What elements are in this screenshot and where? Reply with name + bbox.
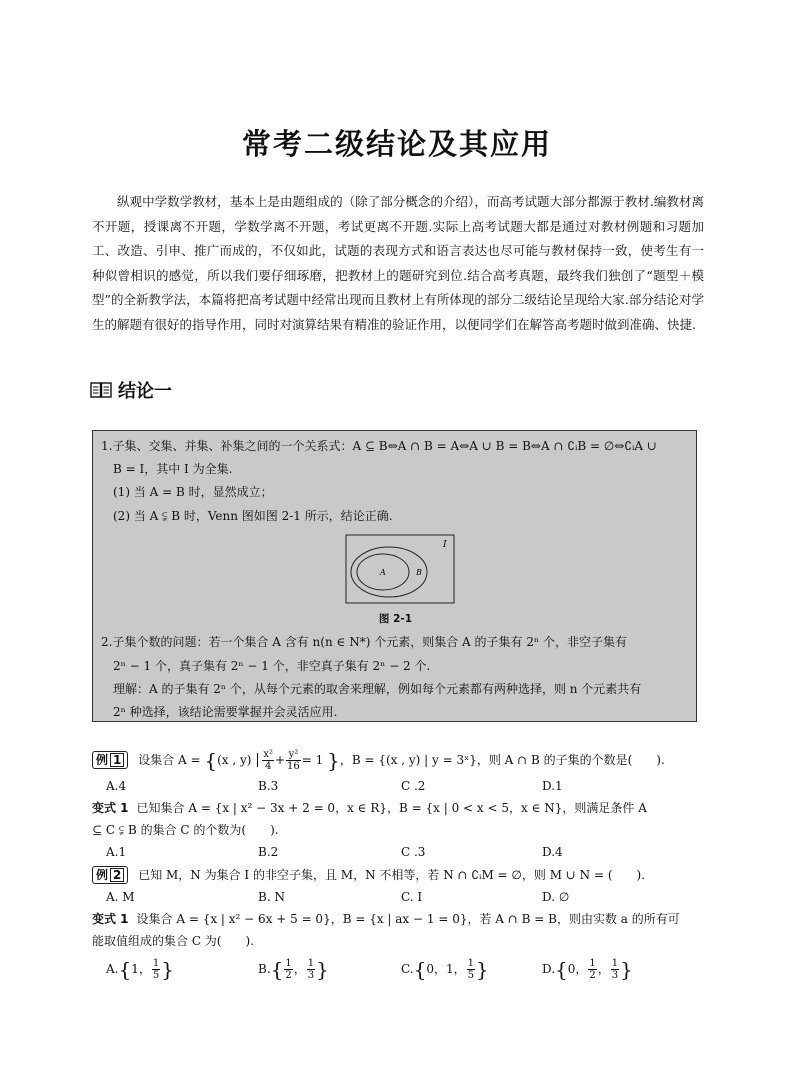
variant-1: 变式 1 已知集合 A = {x | x² − 3x + 2 = 0，x ∈ R}，B = {x | 0 < x < 5，x ∈ N}，则满足条件 A ⊆ C ⫋ B 的集合 C 的个数为( ). A.1 B.2 C .3 D.4	[92, 797, 704, 863]
conclusion-line: 理解：A 的子集有 2ⁿ 个，从每个元素的取舍来理解，例如每个元素都有两种选择，则 n 个元素共有	[113, 682, 642, 696]
variant-label: 变式 1	[92, 912, 129, 926]
option-b[interactable]: B.2	[258, 845, 279, 859]
option-b[interactable]: B. N	[258, 890, 285, 904]
variant-question: 变式 1 设集合 A = {x | x² − 6x + 5 = 0}，B = {x | ax − 1 = 0}，若 A ∩ B = B，则由实数 a 的所有可	[92, 912, 680, 926]
conclusion-line: 2.子集个数的问题：若一个集合 A 含有 n(n ∈ N*) 个元素，则集合 A 的子集有 2ⁿ 个，非空子集有	[101, 635, 627, 649]
conclusion-line: 1.子集、交集、并集、补集之间的一个关系式：A ⊆ B⇔A ∩ B = A⇔A ∪ B = B⇔A ∩ ∁ᵢB = ∅⇔∁ᵢA ∪	[101, 439, 657, 453]
example-1	[92, 745, 704, 797]
variant-2: 变式 1 设集合 A = {x | x² − 6x + 5 = 0}，B = {x | ax − 1 = 0}，若 A ∩ B = B，则由实数 a 的所有可 能取值组成的集合 C 为( ). A.{1， $\frac{1}{5}$ } B.{ $\frac{1}{2}$ ， $\frac{1}{3}$ } C.{0，1， $\frac{1}{5}$ } D.{0， $\frac{1}{2}$ ， $\frac{1}{3}$ }	[92, 908, 704, 992]
option-c[interactable]: C .2	[401, 779, 426, 793]
venn-universal-set	[346, 535, 454, 603]
variant-label: 变式 1	[92, 801, 129, 815]
option-d[interactable]: D.{0， $\frac{1}{2}$ ， $\frac{1}{3}$ }	[542, 957, 633, 982]
option-b[interactable]: B.3	[258, 779, 279, 793]
conclusion-line: (2) 当 A ⫋ B 时，Venn 图如图 2-1 所示，结论正确.	[113, 509, 393, 523]
conclusion-line: B = I，其中 I 为全集.	[113, 462, 233, 476]
section-heading	[90, 377, 172, 403]
figure-caption: 图 2-1	[378, 613, 413, 625]
example-2	[92, 864, 704, 908]
venn-label-i: I	[443, 540, 447, 550]
option-c[interactable]: C .3	[401, 845, 426, 859]
option-a[interactable]: A.1	[106, 845, 127, 859]
conclusion-line: (1) 当 A = B 时，显然成立；	[113, 485, 273, 499]
variant-question: 变式 1 已知集合 A = {x | x² − 3x + 2 = 0，x ∈ R}，B = {x | 0 < x < 5，x ∈ N}，则满足条件 A	[92, 801, 647, 815]
answer-options	[92, 775, 704, 797]
example-tag: 例 2	[92, 866, 128, 884]
answer-options	[92, 841, 704, 863]
intro-text: 纵观中学数学教材，基本上是由题组成的（除了部分概念的介绍），而高考试题大部分都源于教材.编教材离不开题，授课离不开题，学数学离不开题，考试更离不开题.实际上高考试题大都是通过对教材例题和习题加工、改造、引申、推广而成的，不仅如此，试题的表现方式和语言表达也尽可能与教材保持一致，使考生有一种似曾相识的感觉，所以我们要仔细琢磨，把教材上的题研究到位.结合高考真题，最终我们独创了“题型＋模型”的全新教学法，本篇将把高考试题中经常出现而且教材上有所体现的部分二级结论呈现给大家.部分结论对学生的解题有很好的指导作用，同时对演算结果有精准的验证作用，以便同学们在解答高考题时做到准确、快捷.	[92, 194, 704, 332]
example-question: 例 2 已知 M，N 为集合 I 的非空子集，且 M，N 不相等，若 N ∩ ∁ᵢM = ∅，则 M ∪ N = ( ).	[92, 864, 704, 886]
conclusion-line: 2ⁿ 种选择，该结论需要掌握并会灵活应用.	[113, 705, 338, 719]
page-title: 常考二级结论及其应用	[241, 127, 552, 161]
option-d[interactable]: D.4	[542, 845, 563, 859]
option-d[interactable]: D. ∅	[542, 890, 570, 904]
option-b[interactable]: B.{ $\frac{1}{2}$ ， $\frac{1}{3}$ }	[258, 957, 329, 982]
option-c[interactable]: C. I	[401, 890, 423, 904]
venn-label-a: A	[380, 568, 386, 577]
option-c[interactable]: C.{0，1， $\frac{1}{5}$ }	[401, 957, 489, 982]
conclusion-box	[92, 430, 697, 722]
conclusion-line: 2ⁿ − 1 个，真子集有 2ⁿ − 1 个，非空真子集有 2ⁿ − 2 个.	[113, 659, 431, 673]
example-question: 例 1 设集合 A = {(x , y) $\frac{\text{x²}}{4}$ + $\frac{\text{y²}}{16}$ = 1 }，B = {(x , y) | y = 3ˣ}，则 A ∩ B 的子集的个数是( ).	[92, 745, 704, 775]
answer-options	[92, 958, 704, 992]
option-d[interactable]: D.1	[542, 779, 563, 793]
book-icon	[90, 381, 112, 399]
venn-diagram	[345, 534, 455, 604]
example-tag: 例 1	[92, 751, 128, 769]
option-a[interactable]: A.4	[106, 779, 127, 793]
answer-options	[92, 886, 704, 908]
option-a[interactable]: A.{1， $\frac{1}{5}$ }	[106, 957, 174, 982]
intro-paragraph	[92, 190, 704, 337]
section-title: 结论一	[118, 381, 172, 402]
option-a[interactable]: A. M	[106, 890, 135, 904]
venn-label-b: B	[416, 568, 422, 577]
